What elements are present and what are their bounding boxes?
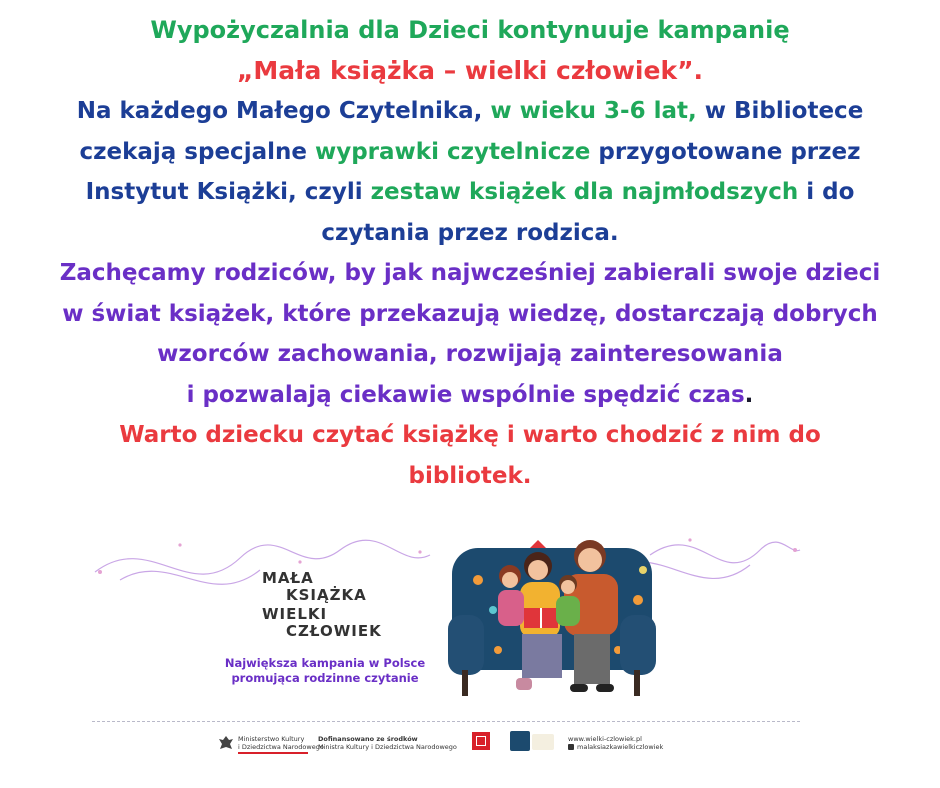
text-fragment: przygotowane przez	[590, 138, 861, 165]
tagline-line: Największa kampania w Polsce	[224, 656, 426, 670]
text-fragment: w Bibliotece	[704, 98, 864, 124]
footer-divider	[92, 721, 800, 722]
text-fragment: Na każdego Małego Czytelnika,	[76, 98, 491, 124]
paragraph-3-line-2: bibliotek.	[408, 462, 532, 489]
funding-line: Dofinansowano ze środków	[318, 735, 418, 743]
age-range: w wieku 3-6 lat,	[490, 98, 705, 124]
funding-note	[318, 735, 457, 751]
family-reading-illustration	[438, 530, 668, 702]
paragraph-1-line-4: czytania przez rodzica.	[321, 219, 619, 246]
logo-word: CZŁOWIEK	[286, 622, 382, 640]
paragraph-3-line-1: Warto dziecku czytać książkę i warto chodzić z nim do	[119, 422, 821, 448]
paragraph-2-line-1: Zachęcamy rodziców, by jak najwcześniej zabierali swoje dzieci	[59, 260, 881, 286]
instytut-ksiazki-logo-icon	[472, 732, 490, 750]
campaign-name: „Mała książka – wielki człowiek”.	[236, 55, 703, 85]
paragraph-1-line-1	[0, 91, 940, 132]
website[interactable]: www.wielki-czlowiek.pl	[568, 735, 642, 743]
text-fragment: i pozwalają ciekawie wspólnie spędzić czas	[186, 381, 745, 408]
ministry-eagle-icon	[218, 735, 234, 753]
facebook-icon	[568, 744, 574, 750]
campaign-book-icon	[510, 731, 530, 751]
campaign-mini-logo	[532, 734, 554, 750]
ministry-underline	[238, 752, 308, 754]
logo-word: KSIĄŻKA	[286, 586, 367, 604]
ministry-line: i Dziedzictwa Narodowego	[238, 743, 324, 751]
paragraph-2-line-2: w świat książek, które przekazują wiedzę, dostarczają dobrych	[62, 300, 878, 327]
paragraph-1-line-2	[0, 132, 940, 173]
tagline-line: promująca rodzinne czytanie	[231, 671, 419, 685]
logo-word: MAŁA	[262, 569, 314, 587]
ministry-name	[238, 735, 324, 751]
text-fragment: i do	[798, 179, 855, 205]
funding-line: Ministra Kultury i Dziedzictwa Narodowego	[318, 743, 457, 751]
paragraph-2-line-4	[0, 375, 940, 416]
starter-kit: wyprawki czytelnicze	[314, 138, 591, 165]
announcement-text	[0, 10, 940, 496]
paragraph-2-line-3: wzorców zachowania, rozwijają zainteresowania	[157, 341, 783, 367]
book-set: zestaw książek dla najmłodszych	[370, 179, 799, 205]
logo-tagline	[205, 656, 445, 686]
headline: Wypożyczalnia dla Dzieci kontynuuje kampanię	[150, 16, 790, 44]
text-fragment: czekają specjalne	[79, 138, 315, 165]
paragraph-1-line-3	[0, 172, 940, 213]
campaign-logo	[250, 570, 430, 640]
ministry-line: Ministerstwo Kultury	[238, 735, 305, 743]
period: .	[744, 381, 754, 408]
logo-word: WIELKI	[262, 605, 328, 623]
text-fragment: Instytut Książki, czyli	[85, 179, 371, 205]
facebook-handle[interactable]: malaksiazkawielkiczlowiek	[577, 743, 664, 751]
